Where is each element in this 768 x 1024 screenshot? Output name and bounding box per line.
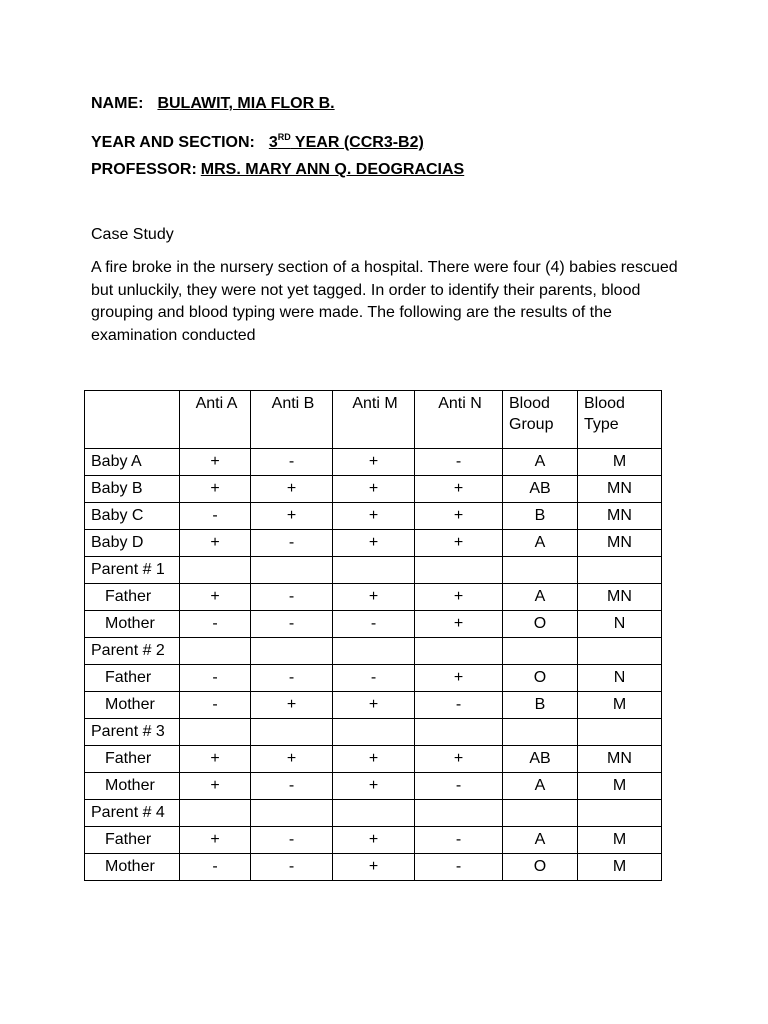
row-label: Baby A (85, 449, 180, 476)
table-cell (333, 800, 415, 827)
table-cell: + (180, 476, 251, 503)
student-name-line (91, 94, 335, 114)
case-study-title: Case Study (91, 226, 174, 243)
table-cell (333, 557, 415, 584)
table-cell (180, 638, 251, 665)
table-cell: - (251, 827, 333, 854)
table-cell: - (180, 503, 251, 530)
table-row (85, 719, 662, 746)
table-cell (415, 638, 503, 665)
table-row (85, 746, 662, 773)
table-row (85, 854, 662, 881)
row-label: Mother (85, 854, 180, 881)
table-cell (251, 638, 333, 665)
table-row (85, 800, 662, 827)
column-header: Anti M (333, 391, 415, 449)
table-cell: + (333, 503, 415, 530)
table-cell (415, 557, 503, 584)
table-cell: + (251, 746, 333, 773)
table-cell: + (180, 584, 251, 611)
table-cell (578, 557, 662, 584)
row-label: Parent # 1 (85, 557, 180, 584)
table-cell (578, 719, 662, 746)
table-cell: - (251, 665, 333, 692)
table-cell: + (415, 746, 503, 773)
table-cell: + (251, 503, 333, 530)
table-cell: + (333, 449, 415, 476)
table-cell: - (251, 854, 333, 881)
table-cell: + (415, 476, 503, 503)
table-cell: MN (578, 503, 662, 530)
row-label: Parent # 2 (85, 638, 180, 665)
table-cell: + (251, 476, 333, 503)
table-cell: + (180, 746, 251, 773)
table-cell: - (415, 854, 503, 881)
table-cell: M (578, 692, 662, 719)
row-label: Parent # 3 (85, 719, 180, 746)
table-cell: - (333, 611, 415, 638)
table-cell: A (503, 530, 578, 557)
table-body (85, 449, 662, 881)
table-cell: O (503, 854, 578, 881)
year-ordinal-suffix: RD (277, 132, 291, 142)
row-label: Baby B (85, 476, 180, 503)
table-cell: M (578, 854, 662, 881)
table-cell: - (415, 773, 503, 800)
table-cell: M (578, 827, 662, 854)
table-cell: - (180, 665, 251, 692)
table-cell: B (503, 692, 578, 719)
table-cell: + (180, 827, 251, 854)
table-cell (578, 638, 662, 665)
table-cell: MN (578, 476, 662, 503)
table-cell: + (180, 530, 251, 557)
table-cell (415, 719, 503, 746)
table-cell: + (333, 584, 415, 611)
table-cell: A (503, 449, 578, 476)
table-cell (251, 557, 333, 584)
table-cell: A (503, 584, 578, 611)
table-cell: + (180, 773, 251, 800)
table-cell: + (415, 611, 503, 638)
student-name: BULAWIT, MIA FLOR B. (157, 95, 335, 112)
table-cell: - (180, 692, 251, 719)
table-row (85, 584, 662, 611)
table-cell (180, 557, 251, 584)
column-header: Anti N (415, 391, 503, 449)
year-section-line (91, 127, 424, 153)
table-cell: + (415, 665, 503, 692)
year-section-label: YEAR AND SECTION: (91, 134, 255, 151)
name-label: NAME: (91, 95, 144, 112)
table-cell: A (503, 773, 578, 800)
table-cell: - (180, 854, 251, 881)
table-cell: + (333, 773, 415, 800)
table-row (85, 773, 662, 800)
row-label: Baby D (85, 530, 180, 557)
header-cell-empty (85, 391, 180, 449)
table-cell (180, 800, 251, 827)
table-cell (333, 638, 415, 665)
row-label: Baby C (85, 503, 180, 530)
table-cell (503, 557, 578, 584)
table-row (85, 638, 662, 665)
table-cell: O (503, 665, 578, 692)
table-cell: - (251, 611, 333, 638)
table-cell: - (251, 773, 333, 800)
table-cell: + (333, 854, 415, 881)
table-cell (180, 719, 251, 746)
table-cell: - (333, 665, 415, 692)
table-cell: + (333, 746, 415, 773)
table-row (85, 557, 662, 584)
table-cell: + (415, 503, 503, 530)
table-cell: + (333, 530, 415, 557)
table-cell: - (251, 530, 333, 557)
table-row (85, 476, 662, 503)
table-cell: B (503, 503, 578, 530)
column-header: Anti B (251, 391, 333, 449)
table-cell: - (415, 449, 503, 476)
table-cell (415, 800, 503, 827)
table-header-row (85, 391, 662, 449)
year-number: 3 (268, 134, 278, 151)
table-row (85, 665, 662, 692)
table-cell: + (180, 449, 251, 476)
table-cell: M (578, 449, 662, 476)
table-cell (251, 800, 333, 827)
column-header: Blood Type (578, 391, 662, 449)
table-row (85, 503, 662, 530)
table-cell: - (251, 584, 333, 611)
professor-line (91, 160, 464, 180)
table-cell: + (333, 692, 415, 719)
case-study-body: A fire broke in the nursery section of a hospital. There were four (4) babies rescued but unluckily, they were not yet tagged. In order to identify their parents, blood grouping and blood typing were made. The following are the results of the examination conducted (91, 259, 678, 344)
row-label: Mother (85, 692, 180, 719)
professor-name: MRS. MARY ANN Q. DEOGRACIAS (200, 161, 465, 178)
table-cell (578, 800, 662, 827)
table-cell: - (251, 449, 333, 476)
table-row (85, 611, 662, 638)
table-cell: N (578, 611, 662, 638)
table-cell (503, 638, 578, 665)
table-cell: + (333, 476, 415, 503)
table-cell: - (180, 611, 251, 638)
row-label: Father (85, 665, 180, 692)
table-cell: + (333, 827, 415, 854)
table-cell (503, 800, 578, 827)
column-header: Blood Group (503, 391, 578, 449)
table-cell: - (415, 827, 503, 854)
row-label: Parent # 4 (85, 800, 180, 827)
table-cell: + (251, 692, 333, 719)
table-cell: - (415, 692, 503, 719)
table-cell: A (503, 827, 578, 854)
results-table (84, 390, 662, 881)
professor-label: PROFESSOR: (91, 161, 197, 178)
year-section-rest: YEAR (CCR3-B2) (290, 134, 424, 151)
table-row (85, 827, 662, 854)
table-cell (251, 719, 333, 746)
column-header: Anti A (180, 391, 251, 449)
row-label: Mother (85, 611, 180, 638)
table-cell: O (503, 611, 578, 638)
table-cell: AB (503, 746, 578, 773)
table-cell: AB (503, 476, 578, 503)
table-cell: + (415, 530, 503, 557)
table-cell: + (415, 584, 503, 611)
year-section-value (269, 134, 424, 151)
row-label: Father (85, 584, 180, 611)
table-cell: M (578, 773, 662, 800)
table-row (85, 692, 662, 719)
table-cell (503, 719, 578, 746)
row-label: Father (85, 746, 180, 773)
table-cell: N (578, 665, 662, 692)
table-row (85, 449, 662, 476)
row-label: Father (85, 827, 180, 854)
table-cell: MN (578, 584, 662, 611)
table-cell: MN (578, 746, 662, 773)
table-row (85, 530, 662, 557)
table-cell: MN (578, 530, 662, 557)
row-label: Mother (85, 773, 180, 800)
table-cell (333, 719, 415, 746)
